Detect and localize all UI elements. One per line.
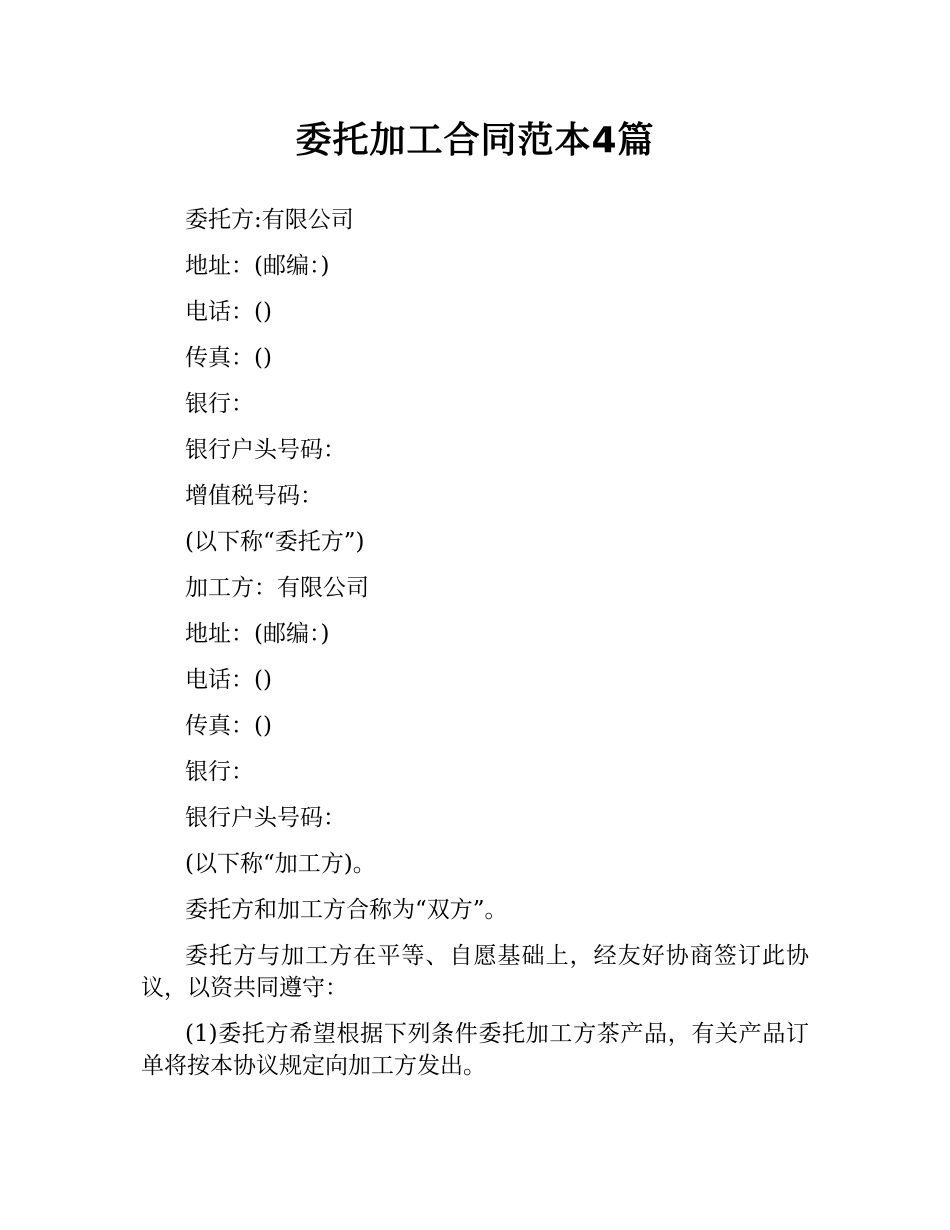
processor-alias-line: (以下称“加工方)。 xyxy=(185,851,376,877)
parties-definition-paragraph: 委托方和加工方合称为“双方”。 xyxy=(185,897,508,923)
client-account-line: 银行户头号码： xyxy=(185,437,346,463)
client-alias-line: (以下称“委托方”) xyxy=(185,529,365,555)
client-phone-line: 电话：() xyxy=(185,299,272,325)
processor-account-line: 银行户头号码： xyxy=(185,805,346,831)
client-bank-line: 银行： xyxy=(185,391,254,417)
processor-address-line: 地址：(邮编：) xyxy=(185,621,330,647)
processor-name-line: 加工方：有限公司 xyxy=(185,575,369,601)
client-address-line: 地址：(邮编：) xyxy=(185,253,330,279)
agreement-intro-paragraph: 委托方与加工方在平等、自愿基础上，经友好协商签订此协议，以资共同遵守： xyxy=(141,943,809,1001)
document-title: 委托加工合同范本4篇 xyxy=(295,120,655,161)
client-name-line: 委托方:有限公司 xyxy=(185,207,354,233)
clause-1-paragraph: (1)委托方希望根据下列条件委托加工方茶产品，有关产品订单将按本协议规定向加工方发出。 xyxy=(141,1021,809,1079)
document-body xyxy=(141,197,809,1089)
processor-phone-line: 电话：() xyxy=(185,667,272,693)
processor-bank-line: 银行： xyxy=(185,759,254,785)
client-tax-line: 增值税号码： xyxy=(185,483,323,509)
client-fax-line: 传真：() xyxy=(185,345,272,371)
processor-fax-line: 传真：() xyxy=(185,713,272,739)
